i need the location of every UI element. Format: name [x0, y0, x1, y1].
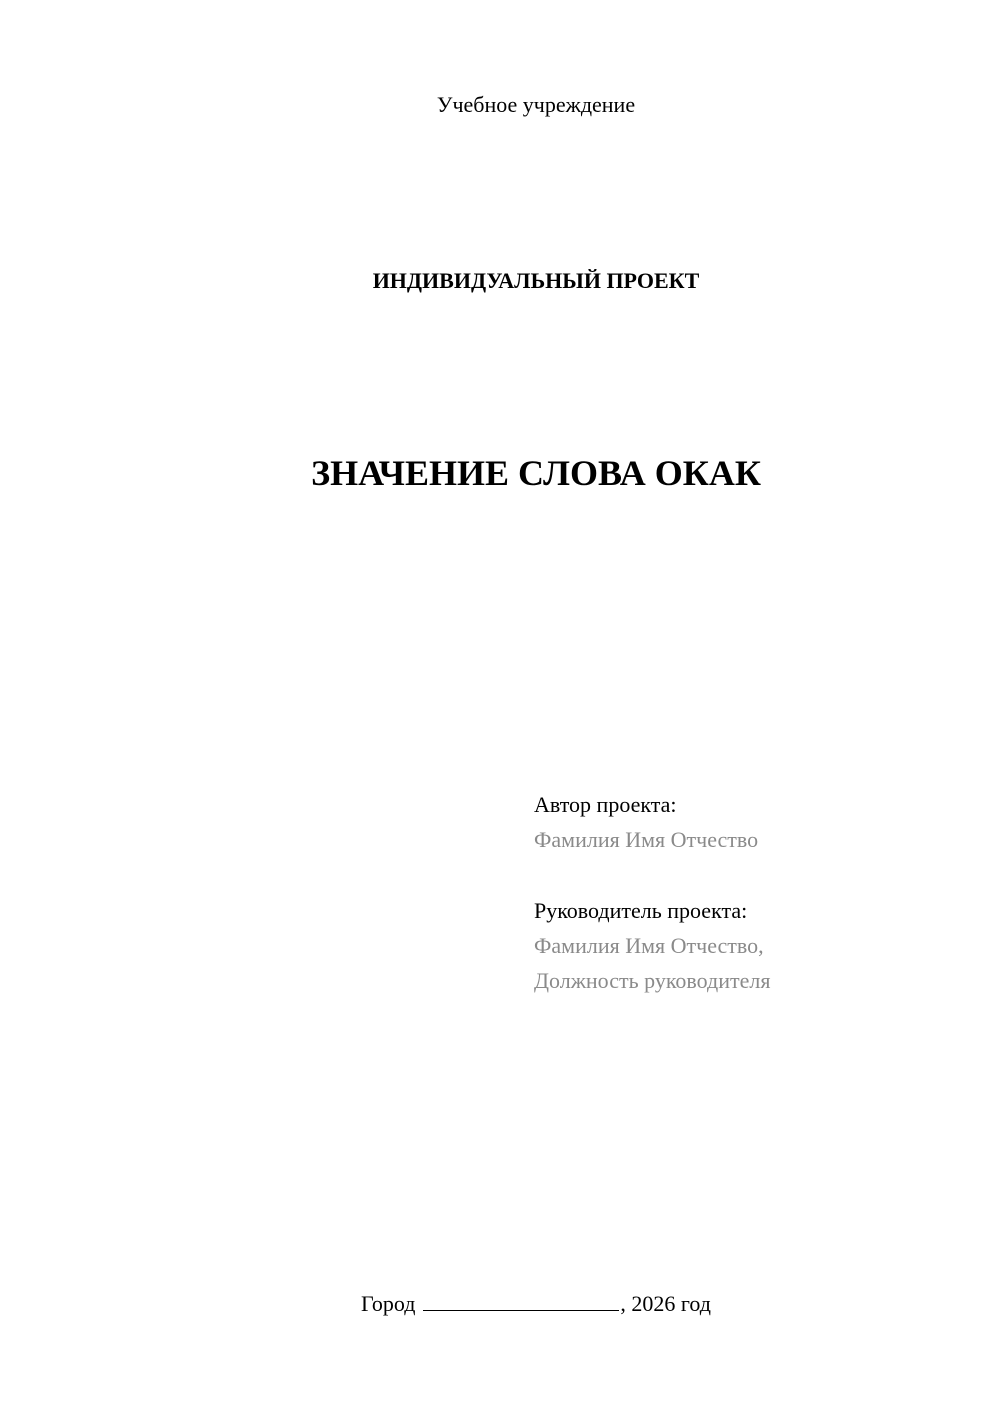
supervisor-label: Руководитель проекта: [534, 898, 748, 923]
author-name-placeholder: Фамилия Имя Отчество [534, 827, 759, 852]
authors-block [534, 787, 770, 998]
supervisor-name-placeholder: Фамилия Имя Отчество, [534, 933, 764, 958]
year-text: , 2026 год [620, 1291, 711, 1316]
footer-city-year [0, 1290, 1000, 1317]
project-title: ЗНАЧЕНИЕ СЛОВА ОКАК [311, 453, 761, 493]
city-blank-line [423, 1290, 619, 1311]
supervisor-position-placeholder: Должность руководителя [534, 968, 771, 993]
author-label: Автор проекта: [534, 792, 677, 817]
institution-name: Учебное учреждение [436, 92, 636, 117]
project-type-heading: ИНДИВИДУАЛЬНЫЙ ПРОЕКТ [372, 268, 700, 293]
city-label: Город [361, 1291, 416, 1316]
spacer [534, 857, 770, 893]
